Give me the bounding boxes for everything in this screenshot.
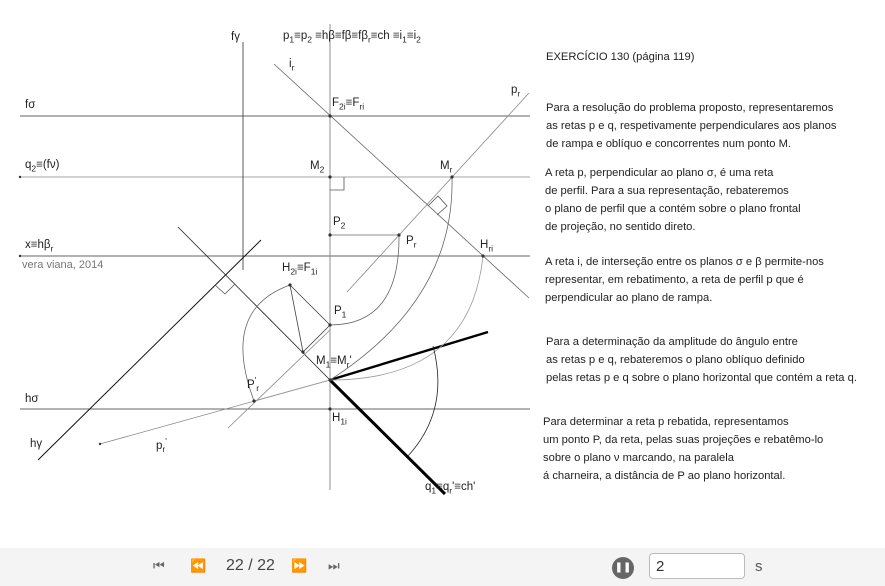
- point-hri: [481, 254, 484, 257]
- label-p2: $P_2$: [333, 216, 346, 231]
- paragraph-4: Para a determinação da amplitude do ângulo entre as retas p e q, rebateremos o plano oblíquo definido pelas retas p e q sobre o plano horizontal que contém a reta q.: [546, 336, 857, 384]
- paragraph-1: Para a resolução do problema proposto, representaremos as retas p e q, respetivamente perpendiculares aos planos de rampa e oblíquo e concorrentes num ponto M.: [546, 102, 837, 150]
- label-x-axis: $x\equiv h\beta_r$: [25, 239, 54, 254]
- playback-toolbar: [0, 548, 885, 586]
- label-f-sigma: fσ: [25, 99, 36, 111]
- paragraph-3: A reta i, de interseção entre os planos σ e β permite-nos representar, em rebatimento, a reta de perfil p que é perpendicular ao plano de rampa.: [545, 256, 824, 304]
- tick-connector: [254, 380, 330, 401]
- point-pr-end: [99, 443, 101, 445]
- arc-hri: [330, 256, 483, 380]
- point-f2i: [328, 114, 331, 117]
- point-p2: [328, 233, 331, 236]
- step-forward-icon[interactable]: ⏩: [291, 558, 308, 573]
- speed-unit: s: [755, 558, 763, 575]
- point-m1: [328, 378, 331, 381]
- label-h1i: $H_{1i}$: [332, 412, 347, 427]
- point-h2i: [288, 283, 291, 286]
- right-angle-mark-2: [428, 196, 447, 215]
- point-mr: [450, 175, 453, 178]
- label-pr-prime: $P'_r$: [247, 375, 260, 394]
- paragraph-2: A reta p, perpendicular ao plano σ, é uma reta de perfil. Para a sua representação, rebateremos o plano de perfil que a contém sobre o plano frontal de projeção, no sentido direto.: [545, 167, 801, 233]
- label-p-r: $p_r$: [511, 84, 521, 99]
- h-gamma-line: [38, 240, 261, 460]
- step-back-icon[interactable]: ⏪: [190, 558, 207, 573]
- point-mid: [301, 350, 304, 353]
- speed-input[interactable]: [649, 553, 745, 579]
- point-pr: [397, 233, 400, 236]
- author-credit: vera viana, 2014: [22, 259, 104, 271]
- step-counter: 22 / 22: [226, 557, 275, 574]
- label-q2: $q_2\equiv(f\nu)$: [25, 159, 60, 174]
- point-h1i: [328, 407, 331, 410]
- label-h2i: $H_{2i}\equiv F_{1i}$: [282, 262, 318, 277]
- label-h-sigma: hσ: [25, 393, 39, 405]
- label-top-identity: $p_1\equiv p_2 \equiv h\beta\equiv f\beta\equiv f\beta_r\equiv ch \equiv i_1\equiv i_2$: [283, 30, 421, 45]
- point-pr-prime: [252, 399, 255, 402]
- p-r-line: [347, 93, 529, 292]
- label-hri: $H_{ri}$: [480, 239, 494, 254]
- point-p1: [328, 323, 331, 326]
- pause-icon[interactable]: ❚❚: [612, 557, 634, 579]
- label-m1: $M_1\equiv M_r'$: [316, 355, 352, 370]
- label-mr: $M_r$: [440, 160, 453, 175]
- label-q1: $q_1\equiv q_r'\equiv ch'$: [425, 481, 476, 496]
- right-angle-mark-1: [330, 177, 344, 190]
- label-f-gamma: fγ: [231, 31, 240, 43]
- point-left-x: [19, 255, 21, 257]
- q1-line: [330, 380, 445, 494]
- paragraph-5: Para determinar a reta p rebatida, representamos um ponto P, da reta, pelas suas projeções e rebatêmo-lo sobre o plano ν marcando, na paralela á charneira, a distância de P ao plano horizontal.: [543, 416, 824, 482]
- label-i-r: $i_r$: [289, 58, 295, 73]
- label-pr-rebatted: $p_r'$: [156, 436, 167, 455]
- diagonal-line: [178, 227, 330, 380]
- point-left-q2: [19, 176, 21, 178]
- triangle-construction: [290, 285, 330, 352]
- label-p1: $P_1$: [334, 305, 347, 320]
- q-rebatted-line: [330, 332, 488, 380]
- arc-angle: [408, 346, 438, 456]
- exercise-title: EXERCÍCIO 130 (página 119): [546, 51, 695, 63]
- label-f2i: $F_{2i}\equiv F_{ri}$: [332, 97, 365, 112]
- skip-first-icon[interactable]: ⏮: [153, 558, 165, 573]
- right-angle-mark-3: [215, 284, 235, 294]
- skip-last-icon[interactable]: ⏭: [328, 558, 340, 573]
- point-m2: [328, 175, 331, 178]
- label-h-gamma: hγ: [30, 438, 43, 450]
- label-pr: $P_r$: [406, 235, 417, 250]
- label-m2: $M_2$: [310, 160, 325, 175]
